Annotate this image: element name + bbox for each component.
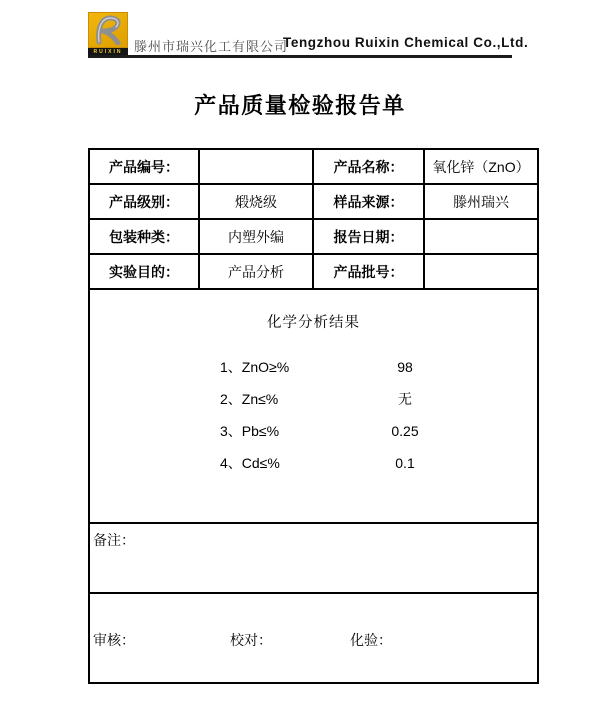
- table-row-signatures: [89, 593, 538, 683]
- signature-assay-label: 化验：: [350, 632, 392, 648]
- field-label-packaging: 包装种类：: [89, 219, 199, 254]
- header-divider: [88, 55, 512, 58]
- field-value-product-number: [199, 149, 313, 184]
- field-label-test-purpose: 实验目的：: [89, 254, 199, 289]
- field-label-sample-source: 样品来源：: [313, 184, 424, 219]
- field-label-product-name: 产品名称：: [313, 149, 424, 184]
- field-value-test-purpose: 产品分析: [199, 254, 313, 289]
- analysis-item-name: 3、Pb≤%: [220, 423, 280, 439]
- remarks-section: [89, 523, 538, 593]
- table-row-test-purpose: [89, 254, 538, 289]
- analysis-item-pb: [90, 415, 537, 447]
- ruixin-r-icon: [89, 15, 127, 45]
- analysis-heading: 化学分析结果: [267, 315, 360, 331]
- page-title: 产品质量检验报告单: [194, 93, 406, 118]
- remarks-label: 备注：: [93, 532, 135, 548]
- field-value-batch-number: [424, 254, 538, 289]
- signatures-section: [89, 593, 538, 683]
- field-label-batch-number: 产品批号：: [313, 254, 424, 289]
- field-label-report-date: 报告日期：: [313, 219, 424, 254]
- table-row-product-grade: [89, 184, 538, 219]
- company-name-chinese: 滕州市瑞兴化工有限公司: [134, 39, 289, 54]
- table-row-packaging: [89, 219, 538, 254]
- report-table: [88, 148, 539, 684]
- analysis-list: [90, 351, 537, 479]
- company-logo: [88, 12, 128, 56]
- analysis-item-value: 无: [398, 391, 412, 407]
- analysis-item-value: 0.1: [395, 455, 415, 471]
- table-row-product-number: [89, 149, 538, 184]
- analysis-item-zn: [90, 383, 537, 415]
- table-row-remarks: [89, 523, 538, 593]
- table-row-analysis: [89, 289, 538, 523]
- analysis-item-name: 4、Cd≤%: [220, 455, 280, 471]
- analysis-section: [89, 289, 538, 523]
- company-name-english: Tengzhou Ruixin Chemical Co.,Ltd.: [283, 35, 529, 50]
- signature-proofread-label: 校对：: [230, 632, 272, 648]
- analysis-item-cd: [90, 447, 537, 479]
- logo-square: [88, 12, 128, 48]
- field-value-product-name: 氧化锌（ZnO）: [424, 149, 538, 184]
- field-label-product-grade: 产品级别：: [89, 184, 199, 219]
- analysis-item-name: 2、Zn≤%: [220, 391, 279, 407]
- field-value-packaging: 内塑外编: [199, 219, 313, 254]
- analysis-item-value: 98: [397, 359, 413, 375]
- analysis-item-name: 1、ZnO≥%: [220, 359, 290, 375]
- field-value-product-grade: 煅烧级: [199, 184, 313, 219]
- field-label-product-number: 产品编号：: [89, 149, 199, 184]
- field-value-report-date: [424, 219, 538, 254]
- field-value-sample-source: 滕州瑞兴: [424, 184, 538, 219]
- signature-review-label: 审核：: [93, 632, 135, 648]
- logo-brand-text: RUIXIN: [88, 48, 128, 56]
- analysis-item-zno: [90, 351, 537, 383]
- analysis-item-value: 0.25: [391, 423, 419, 439]
